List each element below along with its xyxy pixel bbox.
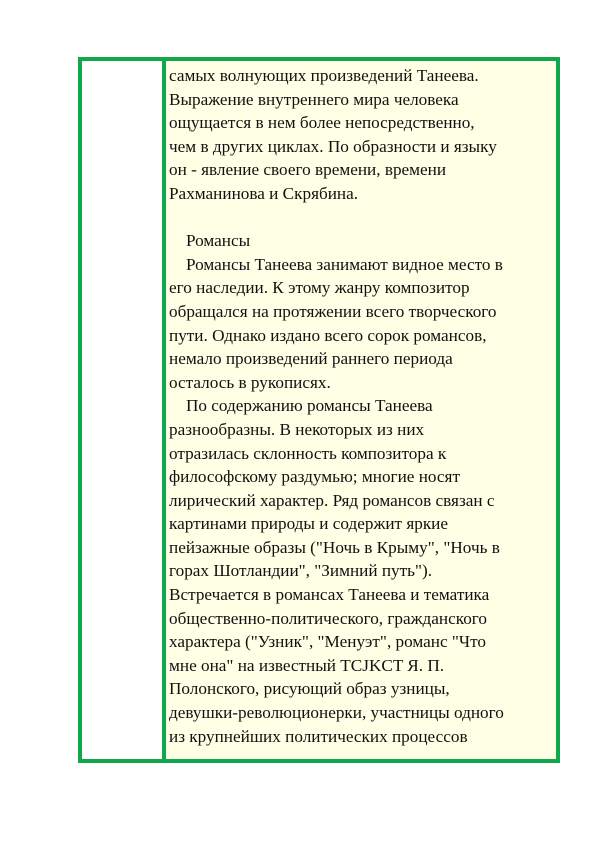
text-line: осталось в рукописях. (169, 372, 331, 392)
text-line: чем в других циклах. По образности и языку (169, 136, 497, 156)
left-margin-column (82, 61, 162, 759)
text-column (166, 61, 556, 759)
text-line: общественно-политического, гражданского (169, 608, 488, 628)
text-line: Полонского, рисующий образ узницы, (169, 679, 450, 699)
text-line: он - явление своего времени, времени (169, 160, 447, 180)
section-heading: Романсы (186, 231, 251, 251)
text-line: немало произведений раннего периода (169, 349, 453, 369)
text-line: горах Шотландии", "Зимний путь"). (169, 561, 433, 581)
text-line: характера ("Узник", "Менуэт", романс "Что (169, 632, 486, 652)
text-line: разнообразны. В некоторых из них (169, 419, 425, 439)
text-line: его наследии. К этому жанру композитор (169, 278, 470, 298)
text-line: мне она" на известный TCJKCT Я. П. (169, 655, 445, 675)
text-line: Романсы Танеева занимают видное место в (186, 254, 503, 274)
text-line: Встречается в романсах Танеева и тематика (169, 585, 490, 605)
blank-line (169, 206, 552, 230)
text-line: самых волнующих произведений Танеева. (169, 66, 479, 85)
text-line: пути. Однако издано всего сорок романсов, (169, 325, 487, 345)
document-frame (78, 57, 560, 763)
text-line: Выражение внутреннего мира человека (169, 89, 459, 109)
text-line: лирический характер. Ряд романсов связан с (169, 490, 495, 510)
text-line: обращался на протяжении всего творческого (169, 301, 497, 321)
text-line: ощущается в нем более непосредственно, (169, 113, 475, 133)
text-line: философскому раздумью; многие носят (169, 467, 460, 487)
text-line: из крупнейших политических процессов (169, 726, 468, 746)
text-line: отразилась склонность композитора к (169, 443, 447, 463)
text-line: девушки-революционерки, участницы одного (169, 703, 504, 723)
text-line: По содержанию романсы Танеева (186, 396, 433, 416)
text-line: пейзажные образы ("Ночь в Крыму", "Ночь в (169, 537, 500, 557)
text-line: Рахманинова и Скрябина. (169, 183, 359, 203)
text-line: картинами природы и содержит яркие (169, 514, 449, 534)
